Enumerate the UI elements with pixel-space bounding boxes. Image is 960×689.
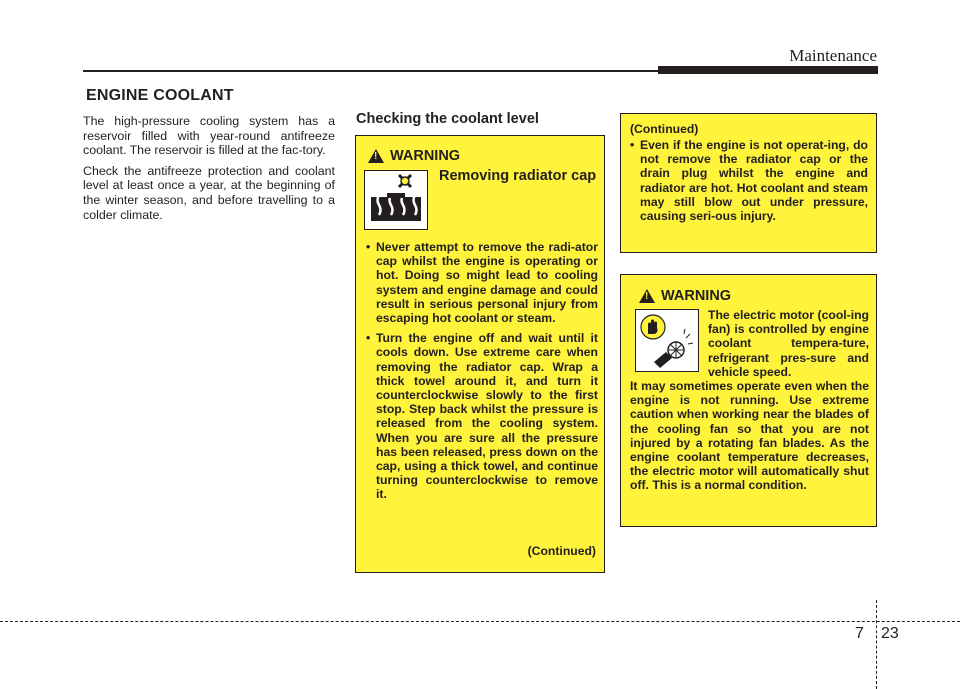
continued-bullets — [630, 138, 868, 229]
warning-box-fan — [620, 274, 877, 527]
radiator-hot-cap-icon — [364, 170, 428, 230]
fan-warning-intro: The electric motor (cool-ing fan) is controlled by engine coolant tempera-ture, refrigerant pres-sure and vehicle speed. — [708, 308, 869, 379]
fan-warning-icon — [635, 309, 699, 372]
continued-heading: (Continued) — [630, 122, 699, 136]
warning-triangle-icon — [639, 289, 655, 303]
warning-box-radiator — [355, 135, 605, 573]
warning-bullet-1: • Never attempt to remove the radi-ator cap whilst the engine is operating or hot. Doing so might lead to cooling system and engine damage and could result in serious personal injury from escaping hot coolant or steam. — [366, 240, 598, 325]
fan-warning-body: It may sometimes operate even when the engine is not running. Use extreme caution when working near the blades of the cooling fan so that you are not injured by a rotating fan blades. As the engine coolant temperature decreases, the electric motor will automatically shut off. This is a normal condition. — [630, 379, 869, 493]
warning-bullets — [366, 240, 598, 508]
subheading: Checking the coolant level — [356, 111, 539, 127]
warning-label: WARNING — [661, 288, 732, 304]
intro-paragraph-2: Check the antifreeze protection and coolant level at least once a year, at the beginning of the winter season, and before travelling to a colder climate. — [83, 163, 335, 222]
footer-divider — [876, 600, 877, 689]
warning-title: Removing radiator cap — [439, 168, 597, 184]
footer-rule — [0, 621, 960, 622]
continued-note: (Continued) — [527, 544, 596, 558]
running-header: Maintenance — [789, 46, 877, 65]
warning-label: WARNING — [390, 148, 461, 164]
intro-text — [83, 114, 335, 228]
continued-warning-box — [620, 113, 877, 253]
section-title: ENGINE COOLANT — [86, 87, 234, 104]
chapter-number: 7 — [855, 625, 864, 642]
warning-triangle-icon — [368, 149, 384, 163]
intro-paragraph-1: The high-pressure cooling system has a reservoir filled with year-round antifreeze coolant. The reservoir is filled at the fac-tory. — [83, 114, 335, 158]
header-bar — [658, 66, 878, 74]
warning-header — [639, 288, 731, 304]
page-number: 23 — [881, 625, 899, 642]
warning-header — [368, 148, 460, 164]
warning-bullet-2: • Turn the engine off and wait until it cools down. Use extreme care when removing the radiator cap. Wrap a thick towel around it, and turn it counterclockwise slowly to the first stop. Step back whilst the pressure is released from the cooling system. When you are sure all the pressure has been released, press down on the cap, using a thick towel, and continue turning counterclockwise to remove it. — [366, 331, 598, 501]
continued-bullet: • Even if the engine is not operat-ing, do not remove the radiator cap or the drain plug whilst the engine and radiator are hot. Hot coolant and steam may still blow out under pressure, causing seri-ous injury. — [630, 138, 868, 223]
